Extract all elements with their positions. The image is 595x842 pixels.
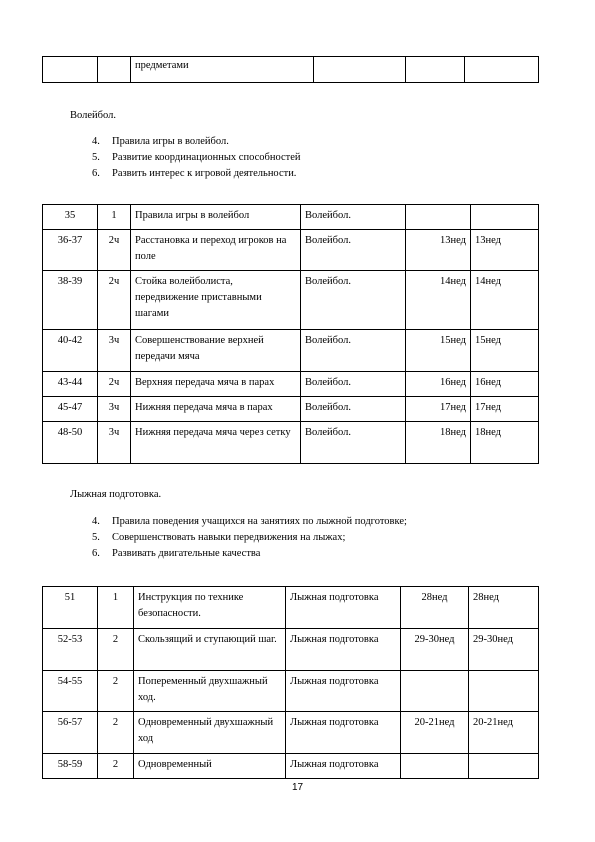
table-row: 43-44 2ч Верхняя передача мяча в парах Волейбол. 16нед 16нед (43, 372, 539, 397)
goal-item: 6. Развивать двигательные качества (92, 548, 261, 559)
top-table (42, 56, 539, 83)
table-row: 54-55 2 Попеременный двухшажный ход. Лыжная подготовка (43, 671, 539, 712)
table-row: 56-57 2 Одновременный двухшажный ход Лыжная подготовка 20-21нед 20-21нед (43, 712, 539, 754)
table-row: 45-47 3ч Нижняя передача мяча в парах Волейбол. 17нед 17нед (43, 397, 539, 422)
table-row: 38-39 2ч Стойка волейболиста, передвижение приставными шагами Волейбол. 14нед 14нед (43, 271, 539, 330)
top-table-cell: предметами (131, 57, 314, 83)
ski-table (42, 586, 539, 779)
volleyball-heading: Волейбол. (70, 110, 116, 121)
page-number: 17 (291, 782, 304, 793)
goal-item: 4. Правила игры в волейбол. (92, 136, 229, 147)
table-row: 58-59 2 Одновременный Лыжная подготовка (43, 754, 539, 779)
table-row: 40-42 3ч Совершенствование верхней передачи мяча Волейбол. 15нед 15нед (43, 330, 539, 372)
table-row: 51 1 Инструкция по технике безопасности. Лыжная подготовка 28нед 28нед (43, 587, 539, 629)
ski-heading: Лыжная подготовка. (70, 489, 162, 500)
goal-item: 6. Развить интерес к игровой деятельности. (92, 168, 297, 179)
table-row: 36-37 2ч Расстановка и переход игроков на поле Волейбол. 13нед 13нед (43, 230, 539, 271)
goal-item: 4. Правила поведения учащихся на занятиях по лыжной подготовке; (92, 516, 407, 527)
table-row: 52-53 2 Скользящий и ступающий шаг. Лыжная подготовка 29-30нед 29-30нед (43, 629, 539, 671)
table-row: 35 1 Правила игры в волейбол Волейбол. (43, 205, 539, 230)
volleyball-table (42, 204, 539, 464)
volleyball-goals (88, 134, 301, 182)
goal-item: 5. Развитие координационных способностей (92, 152, 301, 163)
ski-goals (88, 514, 407, 562)
goal-item: 5. Совершенствовать навыки передвижения на лыжах; (92, 532, 346, 543)
table-row: 48-50 3ч Нижняя передача мяча через сетку Волейбол. 18нед 18нед (43, 422, 539, 464)
